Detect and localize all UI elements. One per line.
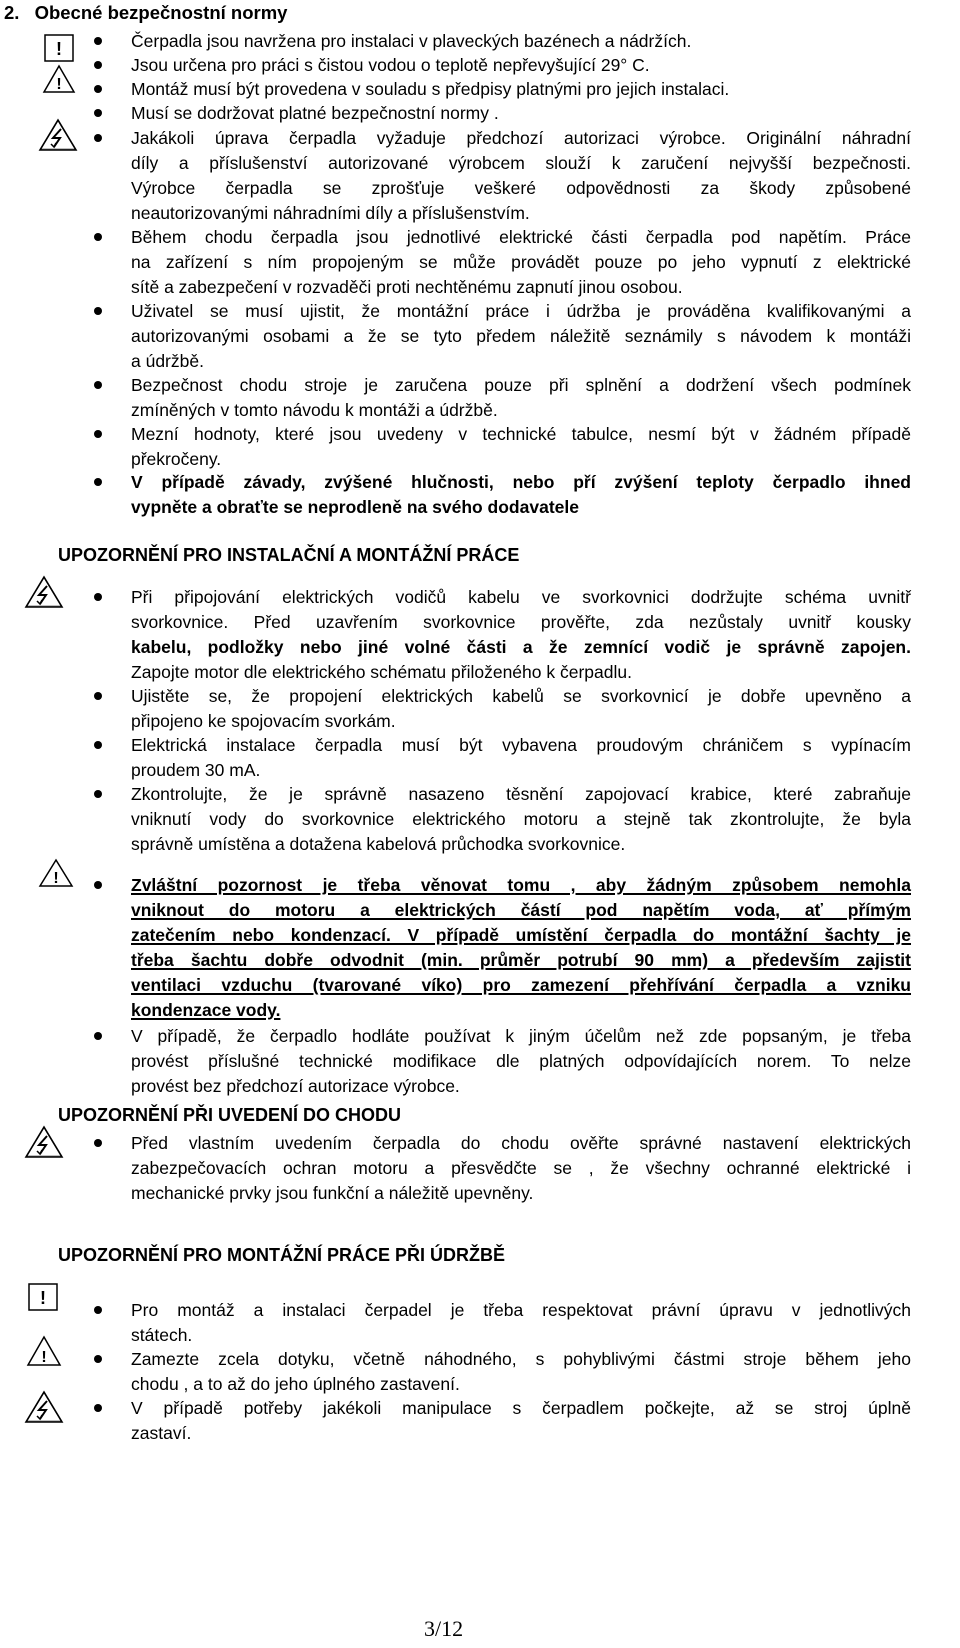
svg-text:!: ! xyxy=(56,39,62,59)
list-item-line: Musí se dodržovat platné bezpečnostní normy . xyxy=(131,103,499,123)
list-item-line: Ujistěte se, že propojení elektrických kabelů se svorkovnicí je dobře upevněno a xyxy=(131,686,911,706)
list-item-line: Zamezte zcela dotyku, včetně náhodného, s pohyblivými částmi stroje během jeho xyxy=(131,1349,911,1369)
bullet xyxy=(94,1404,102,1412)
list-item-line: Výrobce čerpadla se zprošťuje veškeré odpovědnosti za škody způsobené xyxy=(131,178,911,198)
list-item-line: zastaví. xyxy=(131,1423,192,1443)
list-item-line: Montáž musí být provedena v souladu s předpisy platnými pro jejich instalaci. xyxy=(131,79,730,99)
list-item-line: na zařízení s ním propojeným se může provádět pouze po jeho vypnutí z elektrické xyxy=(131,252,911,272)
bullet xyxy=(94,478,102,486)
list-item-line: sítě a zabezpečení v rozvaděči proti nechtěnému zapnutí jinou osobou. xyxy=(131,277,683,297)
list-item-line: kabelu, podložky nebo jiné volné části a že zemnící vodič je správně zapojen. xyxy=(131,637,911,657)
list-item-line: státech. xyxy=(131,1325,193,1345)
notice-icon xyxy=(28,1283,58,1311)
section-number: 2. xyxy=(4,2,20,23)
list-item-line: třeba šachtu dobře odvodnit (min. průměr potrubí 90 mm) a především zajistit xyxy=(131,950,911,970)
bullet xyxy=(94,692,102,700)
notice-icon xyxy=(44,34,74,62)
list-item-line: Jsou určena pro práci s čistou vodou o teplotě nepřevyšující 29° C. xyxy=(131,55,650,75)
list-item-line: překročeny. xyxy=(131,449,222,469)
list-item-line: Čerpadla jsou navržena pro instalaci v plaveckých bazénech a nádržích. xyxy=(131,31,692,51)
list-item-line: vniknout do motoru a elektrických částí pod napětím voda, ať přímým xyxy=(131,900,911,920)
bullet xyxy=(94,1306,102,1314)
list-item-line: zatečením nebo kondenzací. V případě umístění čerpadla do montážní šachty je xyxy=(131,925,911,945)
svg-text:!: ! xyxy=(40,1288,46,1308)
electric-hazard-icon xyxy=(24,575,64,609)
electric-hazard-icon xyxy=(24,1390,64,1424)
startup-heading: UPOZORNĚNÍ PŘI UVEDENÍ DO CHODU xyxy=(58,1105,402,1125)
list-item-line: Zapojte motor dle elektrického schématu přiloženého k čerpadlu. xyxy=(131,662,632,682)
electric-hazard-icon xyxy=(38,118,78,152)
svg-text:!: ! xyxy=(56,76,62,93)
list-item-line: provést bez předchozí autorizace výrobce. xyxy=(131,1076,460,1096)
section-title: Obecné bezpečnostní normy xyxy=(34,2,288,23)
list-item-line: Mezní hodnoty, které jsou uvedeny v technické tabulce, nesmí být v žádném případě xyxy=(131,424,911,444)
list-item-line: chodu , a to až do jeho úplného zastavení. xyxy=(131,1374,460,1394)
list-item-line: Jakákoli úprava čerpadla vyžaduje předchozí autorizaci výrobce. Originální náhradní xyxy=(131,128,911,148)
list-item-line: kondenzace vody. xyxy=(131,1000,281,1020)
list-item-line: správně umístěna a dotažena kabelová průchodka svorkovnice. xyxy=(131,834,626,854)
list-item-line: Zkontrolujte, že je správně nasazeno těsnění zapojovací krabice, které zabraňuje xyxy=(131,784,911,804)
bullet xyxy=(94,1139,102,1147)
warning-icon xyxy=(26,1335,62,1367)
warning-icon xyxy=(38,858,74,888)
svg-text:!: ! xyxy=(53,870,59,887)
list-item-line: Před vlastním uvedením čerpadla do chodu ověřte správné nastavení elektrických xyxy=(131,1133,911,1153)
bullet xyxy=(94,134,102,142)
bullet xyxy=(94,37,102,45)
list-item-line: autorizovanými osobami a že se tyto předem náležitě seznámily s návodem k montáži xyxy=(131,326,911,346)
list-item-line: Elektrická instalace čerpadla musí být vybavena proudovým chráničem s vypínacím xyxy=(131,735,911,755)
bullet xyxy=(94,741,102,749)
list-item-line: Uživatel se musí ujistit, že montážní práce i údržba je prováděna kvalifikovanými a xyxy=(131,301,911,321)
list-item-line: Během chodu čerpadla jsou jednotlivé elektrické části čerpadla pod napětím. Práce xyxy=(131,227,911,247)
bullet xyxy=(94,430,102,438)
list-item-line: proudem 30 mA. xyxy=(131,760,261,780)
list-item-line: V případě potřeby jakékoli manipulace s čerpadlem počkejte, až se stroj úplně xyxy=(131,1398,911,1418)
electric-hazard-icon xyxy=(24,1125,64,1159)
list-item-line: připojeno ke spojovacím svorkám. xyxy=(131,711,396,731)
list-item-line: svorkovnice. Před uzavřením svorkovnice prověřte, zda nezůstaly uvnitř kousky xyxy=(131,612,911,632)
list-item-line xyxy=(131,610,911,634)
list-item-line: neautorizovanými náhradními díly a příslušenstvím. xyxy=(131,203,530,223)
list-item-line: V případě závady, zvýšené hlučnosti, nebo pří zvýšení teploty čerpadlo ihned xyxy=(131,472,911,492)
page-number: 3/12 xyxy=(424,1616,464,1641)
list-item-line: Při připojování elektrických vodičů kabelu ve svorkovnici dodržujte schéma uvnitř xyxy=(131,587,911,607)
list-item-line: provést příslušné technické modifikace dle platných odpovídajících norem. To nelze xyxy=(131,1051,911,1071)
list-item-line: V případě, že čerpadlo hodláte používat k jiným účelům než zde popsaným, je třeba xyxy=(131,1026,911,1046)
list-item-line: Bezpečnost chodu stroje je zaručena pouze při splnění a dodržení všech podmínek xyxy=(131,375,911,395)
list-item-line: vypněte a obraťte se neprodleně na svého dodavatele xyxy=(131,497,579,517)
list-item-line: díly a příslušenství autorizované výrobcem slouží k zaručení nejvyšší bezpečnosti. xyxy=(131,153,911,173)
list-item-line: mechanické prvky jsou funkční a náležitě upevněny. xyxy=(131,1183,534,1203)
list-item-line: a údržbě. xyxy=(131,351,204,371)
maintenance-heading: UPOZORNĚNÍ PRO MONTÁŽNÍ PRÁCE PŘI ÚDRŽBĚ xyxy=(58,1245,506,1265)
svg-text:!: ! xyxy=(41,1349,47,1366)
list-item-line: zmíněných v tomto návodu k montáži a údržbě. xyxy=(131,400,498,420)
bullet xyxy=(94,381,102,389)
installation-heading: UPOZORNĚNÍ PRO INSTALAČNÍ A MONTÁŽNÍ PRÁCE xyxy=(58,545,520,565)
bullet xyxy=(94,61,102,69)
bullet xyxy=(94,85,102,93)
warning-icon xyxy=(42,64,76,94)
bullet xyxy=(94,109,102,117)
list-item-line: Zvláštní pozornost je třeba věnovat tomu , aby žádným způsobem nemohla xyxy=(131,875,911,895)
bullet xyxy=(94,881,102,889)
bullet xyxy=(94,233,102,241)
list-item-line: Pro montáž a instalaci čerpadel je třeba respektovat právní úpravu v jednotlivých xyxy=(131,1300,911,1320)
bullet xyxy=(94,593,102,601)
list-item-line: vniknutí vody do svorkovnice elektrického motoru a stejně tak zkontrolujte, že byla xyxy=(131,809,911,829)
section-heading xyxy=(4,2,287,24)
list-item-line: ventilaci vzduchu (tvarované víko) pro zamezení přehřívání čerpadla a vzniku xyxy=(131,975,911,995)
bullet xyxy=(94,307,102,315)
bullet xyxy=(94,790,102,798)
list-item-line: zabezpečovacích ochran motoru a přesvědčte se , že všechny ochranné elektrické i xyxy=(131,1158,911,1178)
bullet xyxy=(94,1032,102,1040)
bullet xyxy=(94,1355,102,1363)
